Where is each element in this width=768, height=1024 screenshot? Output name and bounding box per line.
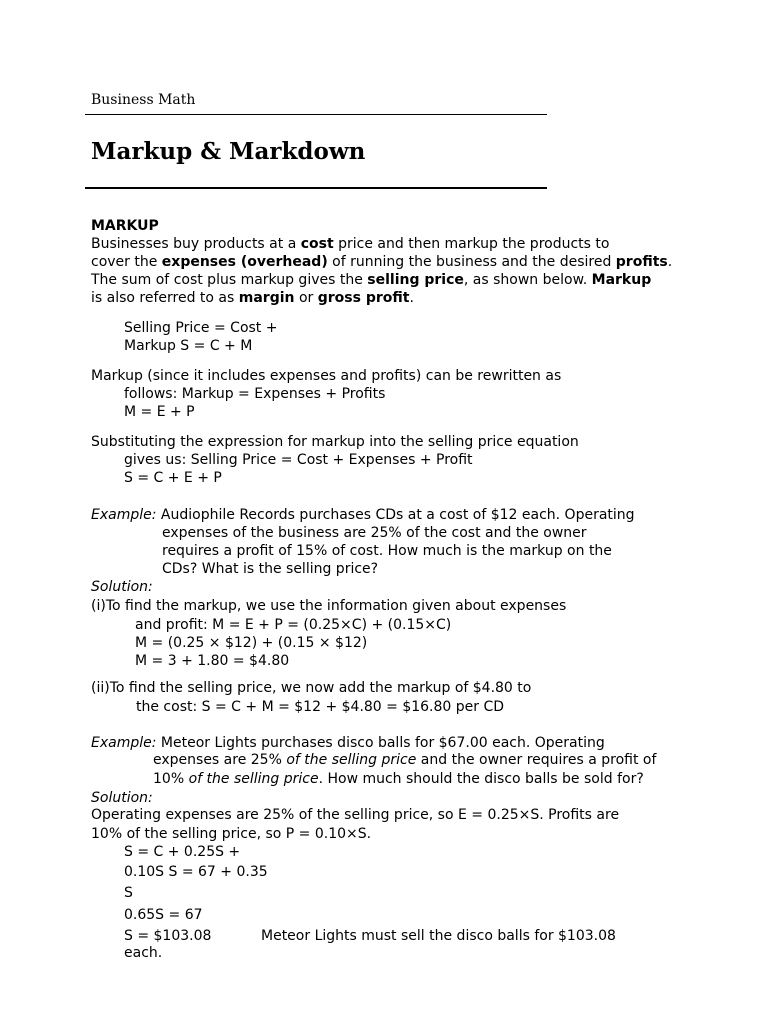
header-rule [85,114,547,115]
substitute-line-1: Substituting the expression for markup into the selling price equation [91,434,579,450]
example1-line-4: CDs? What is the selling price? [162,561,379,577]
solution1-part1-line-1: (i)To find the markup, we use the information given about expenses [91,598,567,614]
formula-selling-price-2: Markup S = C + M [124,338,253,354]
intro-line-2: cover the expenses (overhead) of running the business and the desired profits. [91,254,673,270]
markup-rewrite-line-3: M = E + P [124,404,195,420]
solution2-conclusion: Meteor Lights must sell the disco balls for $103.08 [261,928,616,944]
example1-line-2: expenses of the business are 25% of the cost and the owner [162,525,587,541]
example1-line-1: Example: Audiophile Records purchases CDs at a cost of $12 each. Operating [91,507,635,523]
solution1-part1-line-4: M = 3 + 1.80 = $4.80 [135,653,290,669]
intro-line-1: Businesses buy products at a cost price and then markup the products to [91,236,610,252]
example2-label: Example: [91,735,157,751]
solution1-part2-line-2: the cost: S = C + M = $12 + $4.80 = $16.80 per CD [136,699,505,715]
solution1-part2-line-1: (ii)To find the selling price, we now add the markup of $4.80 to [91,680,532,696]
solution1-part1-line-3: M = (0.25 × $12) + (0.15 × $12) [135,635,368,651]
solution2-step-4: 0.65S = 67 [124,907,203,923]
solution2-label: Solution: [91,790,153,806]
substitute-line-2: gives us: Selling Price = Cost + Expenses + Profit [124,452,473,468]
solution2-line-1: Operating expenses are 25% of the selling price, so E = 0.25×S. Profits are [91,807,620,823]
formula-selling-price-1: Selling Price = Cost + [124,320,278,336]
solution2-line-2: 10% of the selling price, so P = 0.10×S. [91,826,372,842]
example2-line-1: Example: Meteor Lights purchases disco balls for $67.00 each. Operating [91,735,605,751]
page-title: Markup & Markdown [91,138,366,165]
running-header: Business Math [91,92,196,108]
solution2-step-2: 0.10S S = 67 + 0.35 [124,864,268,880]
example1-label: Example: [91,507,157,523]
solution1-label: Solution: [91,579,153,595]
intro-line-3: The sum of cost plus markup gives the selling price, as shown below. Markup [91,272,652,288]
example2-line-3: 10% of the selling price. How much should the disco balls be sold for? [153,771,644,787]
markup-rewrite-line-2: follows: Markup = Expenses + Profits [124,386,386,402]
solution2-step-6: each. [124,945,163,961]
markup-rewrite-line-1: Markup (since it includes expenses and profits) can be rewritten as [91,368,562,384]
solution2-step-3: S [124,885,133,901]
example1-line-3: requires a profit of 15% of cost. How much is the markup on the [162,543,612,559]
example2-line-2: expenses are 25% of the selling price and the owner requires a profit of [153,752,657,768]
title-rule [85,187,547,189]
solution2-step-1: S = C + 0.25S + [124,844,241,860]
section-heading-markup: MARKUP [91,218,159,234]
solution2-step-5: S = $103.08 [124,928,212,944]
substitute-line-3: S = C + E + P [124,470,222,486]
solution1-part1-line-2: and profit: M = E + P = (0.25×C) + (0.15×C) [135,617,452,633]
intro-line-4: is also referred to as margin or gross profit. [91,290,414,306]
